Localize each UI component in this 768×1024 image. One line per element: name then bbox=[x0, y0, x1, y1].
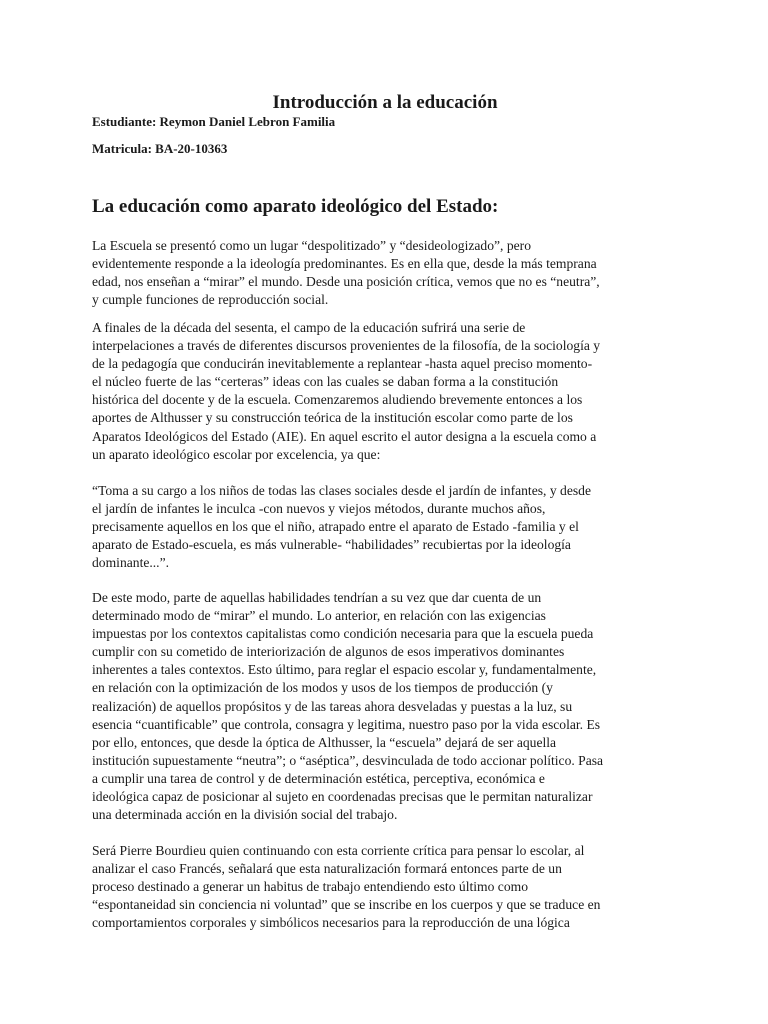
text-line: precisamente aquellos en los que el niño, atrapado entre el aparato de Estado -familia y el bbox=[92, 519, 579, 535]
text-line: esencia “cuantificable” que controla, consagra y legitima, nuestro paso por la vida escolar. Es bbox=[92, 716, 601, 732]
text-line: inherentes a tales contextos. Esto último, para reglar el espacio escolar y, fundamentalmente, bbox=[92, 662, 597, 678]
quote-paragraph bbox=[92, 482, 678, 572]
text-line: en relación con la optimización de los modos y usos de los tiempos de producción (y bbox=[92, 680, 553, 696]
text-line: un aparato ideológico escolar por excelencia, ya que: bbox=[92, 446, 381, 462]
paragraph bbox=[92, 842, 678, 932]
text-line: determinado modo de “mirar” el mundo. Lo anterior, en relación con las exigencias bbox=[92, 608, 546, 624]
text-line: interpelaciones a través de diferentes discursos provenientes de la filosofía, de la sociología y bbox=[92, 338, 601, 354]
text-line: proceso destinado a generar un habitus de trabajo entendiendo esto último como bbox=[92, 879, 529, 895]
section-heading: La educación como aparato ideológico del Estado: bbox=[92, 196, 499, 217]
text-line: realización) de aquellos propósitos y de las tareas ahora desveladas y puestas a la luz, su bbox=[92, 698, 573, 714]
text-line: “espontaneidad sin conciencia ni voluntad” que se inscribe en los cuerpos y que se traduce en bbox=[92, 897, 601, 913]
text-line: A finales de la década del sesenta, el campo de la educación sufrirá una serie de bbox=[92, 320, 526, 335]
text-line: por ello, entonces, que desde la óptica de Althusser, la “escuela” dejará de ser aquella bbox=[92, 734, 557, 750]
text-line: edad, nos enseñan a “mirar” el mundo. Desde una posición crítica, vemos que no es “neutra”, bbox=[92, 274, 600, 290]
paragraph bbox=[92, 589, 678, 824]
text-line: De este modo, parte de aquellas habilidades tendrían a su vez que dar cuenta de un bbox=[92, 590, 542, 605]
text-line: y cumple funciones de reproducción social. bbox=[92, 292, 329, 308]
text-line: aportes de Althusser y su construcción teórica de la institución escolar como parte de los bbox=[92, 410, 573, 426]
paragraph bbox=[92, 319, 678, 464]
text-line: ideológica capaz de posicionar al sujeto en coordenadas precisas que le permitan naturalizar bbox=[92, 789, 593, 805]
text-line: de la pedagogía que conducirán inevitablemente a replantear -hasta aquel preciso momento- bbox=[92, 356, 593, 372]
text-line: institución supuestamente “neutra”; o “aséptica”, desvinculada de todo accionar político. Pasa bbox=[92, 752, 604, 768]
text-line: La Escuela se presentó como un lugar “despolitizado” y “desideologizado”, pero bbox=[92, 238, 531, 253]
text-line: a cumplir una tarea de control y de determinación estética, perceptiva, económica e bbox=[92, 770, 545, 786]
text-line: dominante...”. bbox=[92, 555, 170, 571]
text-line: el jardín de infantes le inculca -con nuevos y viejos métodos, durante muchos años, bbox=[92, 501, 546, 517]
text-line: evidentemente responde a la ideología predominantes. Es en ella que, desde la más temprana bbox=[92, 256, 597, 272]
text-line: cumplir con su cometido de interiorización de algunos de esos imperativos dominantes bbox=[92, 644, 565, 660]
text-line: el núcleo fuerte de las “certeras” ideas con las cuales se daban forma a la constitución bbox=[92, 374, 559, 390]
text-line: impuestas por los contextos capitalistas como condición necesaria para que la escuela pueda bbox=[92, 626, 594, 642]
text-line: Será Pierre Bourdieu quien continuando con esta corriente crítica para pensar lo escolar, al bbox=[92, 843, 585, 858]
text-line: aparato de Estado-escuela, es más vulnerable- “habilidades” recubiertas por la ideología bbox=[92, 537, 571, 553]
matricula-line: Matricula: BA-20-10363 bbox=[92, 141, 228, 156]
text-line: una determinada acción en la división social del trabajo. bbox=[92, 807, 398, 823]
text-line: analizar el caso Francés, señalará que esta naturalización formará entonces parte de un bbox=[92, 861, 562, 877]
document-title: Introducción a la educación bbox=[272, 92, 498, 113]
text-line: “Toma a su cargo a los niños de todas las clases sociales desde el jardín de infantes, y desde bbox=[92, 483, 591, 498]
student-name-line: Estudiante: Reymon Daniel Lebron Familia bbox=[92, 114, 336, 129]
text-line: comportamientos corporales y simbólicos necesarios para la reproducción de una lógica bbox=[92, 915, 570, 931]
paragraph bbox=[92, 237, 678, 309]
text-line: Aparatos Ideológicos del Estado (AIE). En aquel escrito el autor designa a la escuela como a bbox=[92, 428, 597, 444]
text-line: histórica del docente y de la escuela. Comenzaremos aludiendo brevemente entonces a los bbox=[92, 392, 583, 408]
